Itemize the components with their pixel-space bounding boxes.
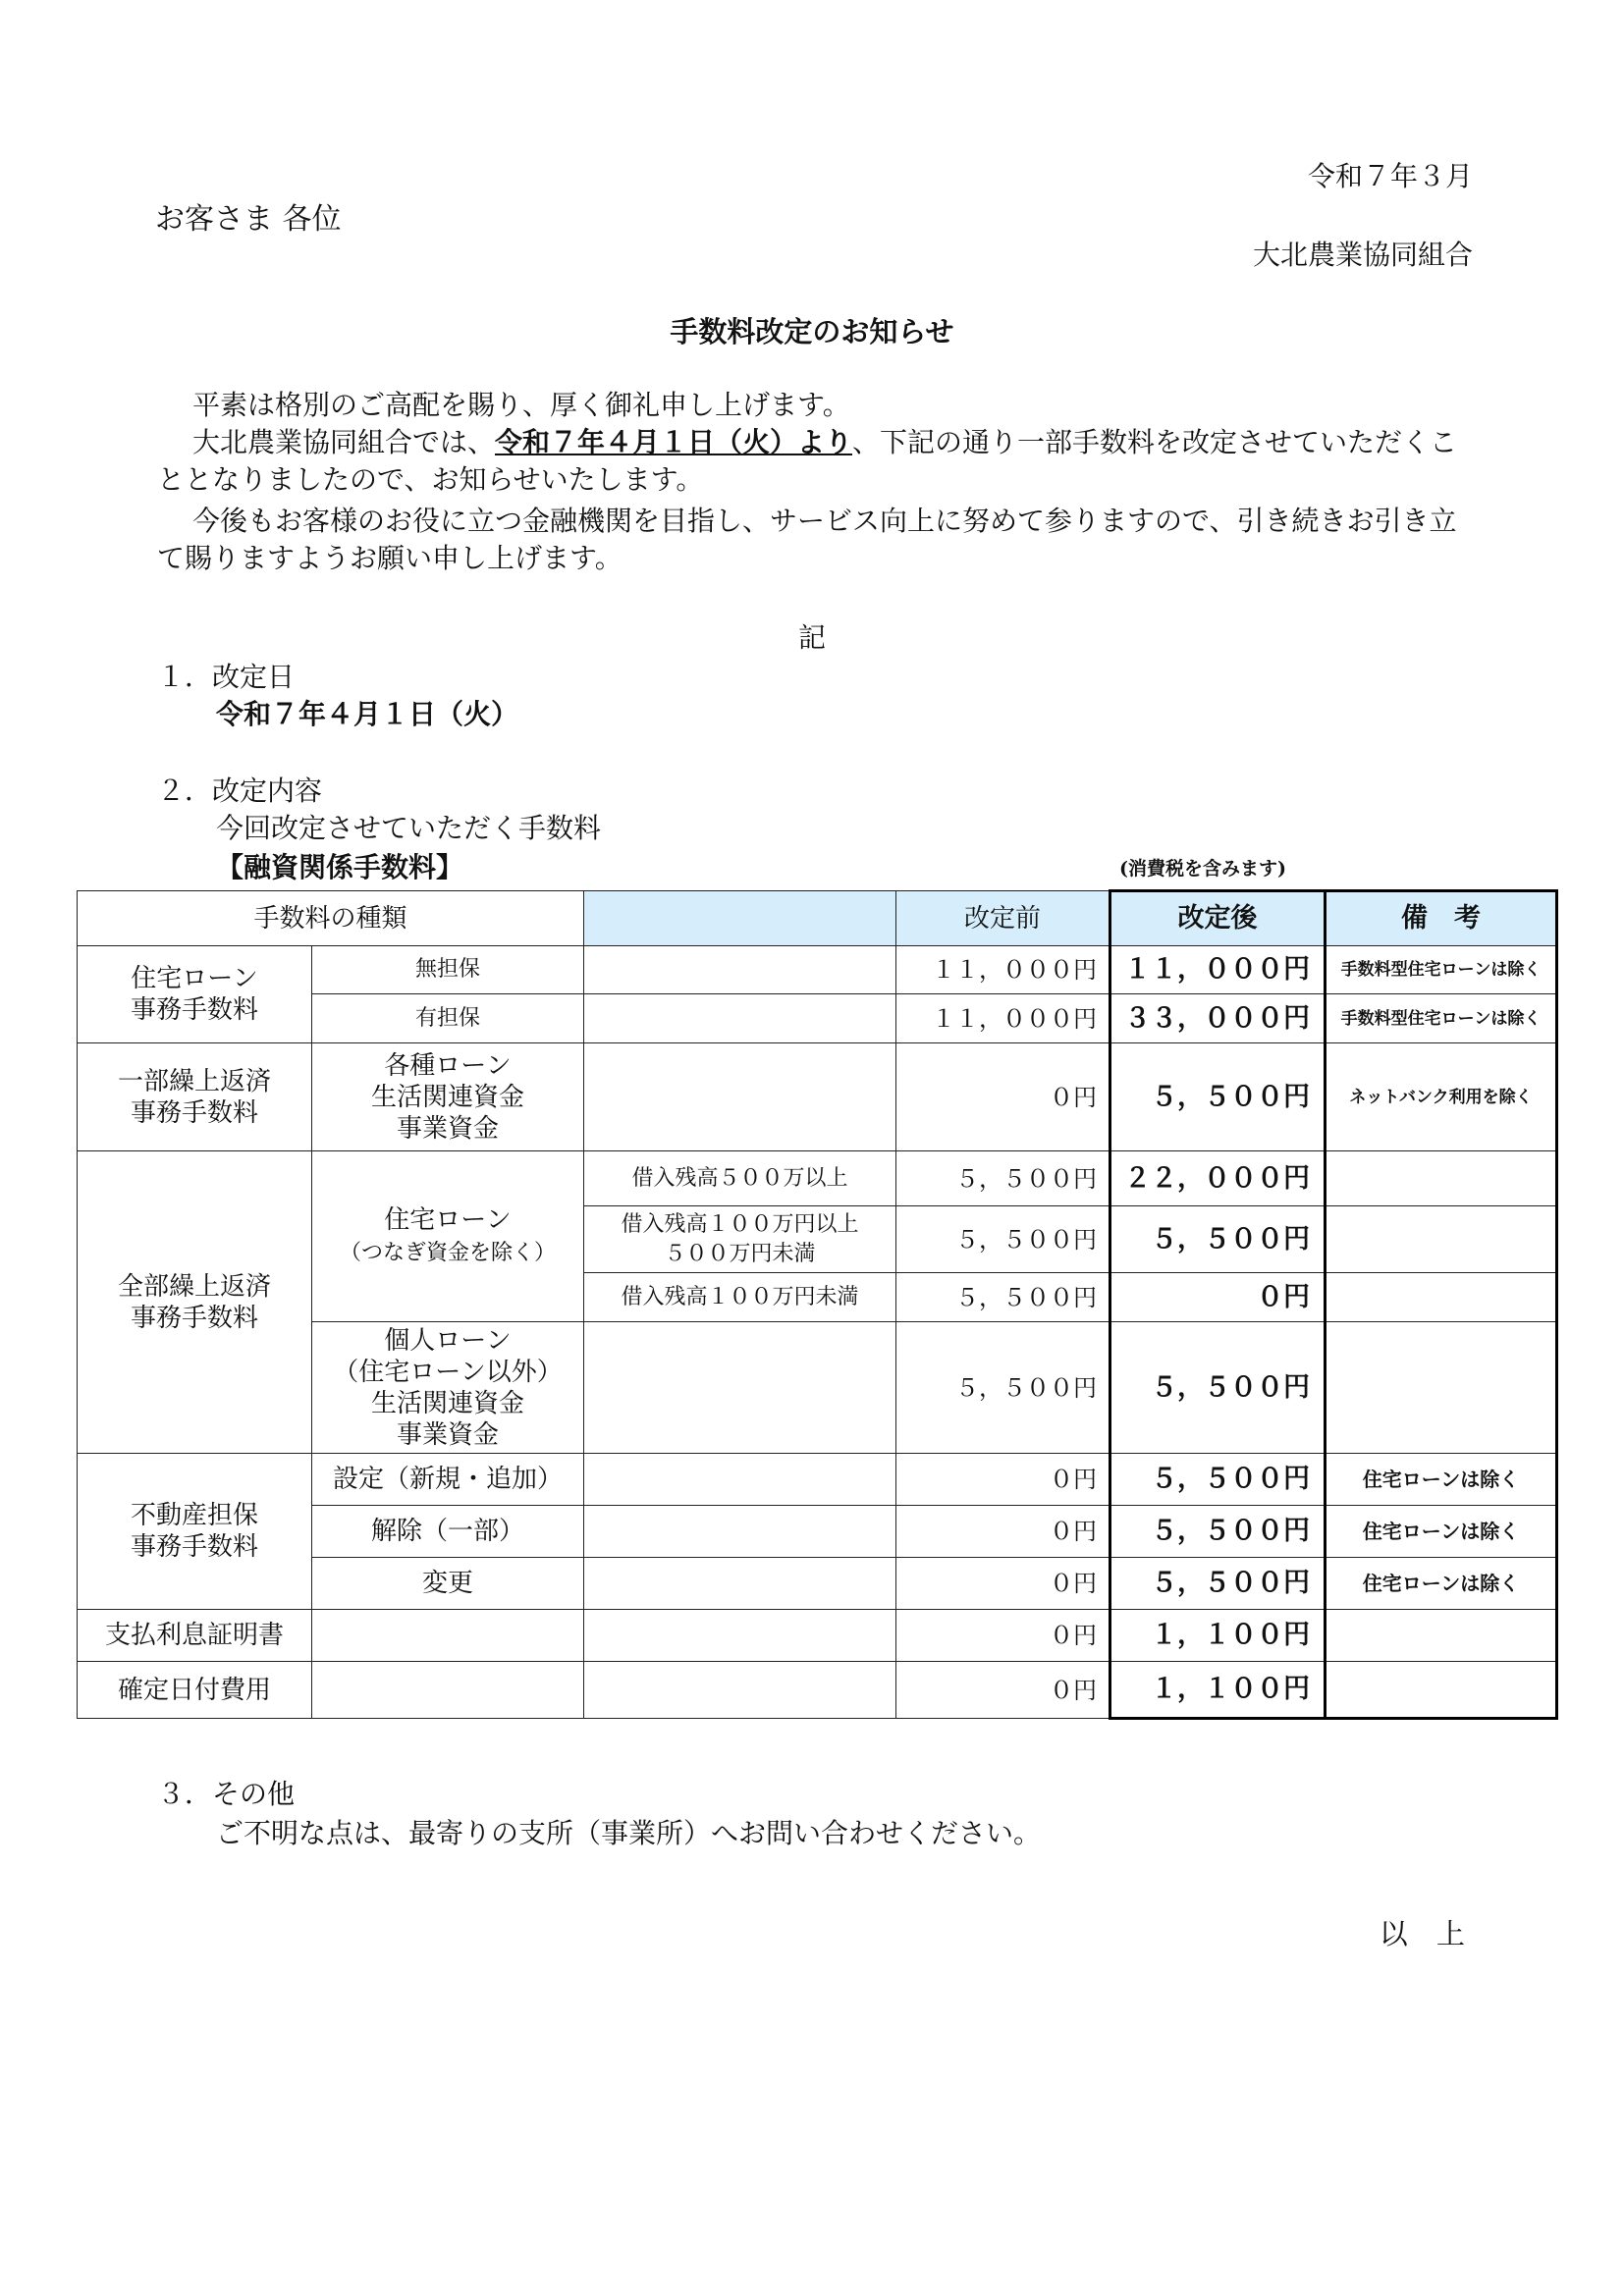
realestate-cond-1 (584, 1506, 896, 1558)
fixed-date-note (1326, 1662, 1557, 1719)
interest-cert-after: １，１００円 (1110, 1610, 1326, 1662)
full-cond-0: 借入残高５００万以上 (584, 1151, 896, 1206)
header-before: 改定前 (896, 891, 1110, 946)
housing-before-secured: １１，０００円 (896, 994, 1110, 1043)
greeting-paragraph (157, 387, 1479, 424)
interest-cert-sub (312, 1610, 584, 1662)
ki-marker: 記 (797, 621, 826, 654)
full-personal-after: ５，５００円 (1110, 1322, 1326, 1454)
housing-before-unsecured: １１，０００円 (896, 946, 1110, 994)
realestate-before-0: ０円 (896, 1454, 1110, 1506)
housing-cond-unsecured (584, 946, 896, 994)
full-note-1 (1326, 1206, 1557, 1273)
header-blank (584, 891, 896, 946)
housing-note-secured: 手数料型住宅ローンは除く (1326, 994, 1557, 1043)
realestate-cond-0 (584, 1454, 896, 1506)
section2-heading: ２．改定内容 (157, 774, 323, 807)
full-after-2: ０円 (1110, 1273, 1326, 1322)
housing-after-secured: ３３，０００円 (1110, 994, 1326, 1043)
recipient: お客さま 各位 (155, 202, 342, 237)
partial-cond (584, 1043, 896, 1151)
table-row (78, 1043, 1557, 1151)
announcement-text-post: 、下記の通り一部手数料を改定させていただくこととなりましたので、お知らせいたします。 (157, 426, 1458, 496)
table-header-row (78, 891, 1557, 946)
realestate-sub-2: 変更 (312, 1558, 584, 1610)
table-row (78, 1454, 1557, 1506)
fixed-date-before: ０円 (896, 1662, 1110, 1719)
table-row (78, 1151, 1557, 1206)
full-cond-1: 借入残高１００万円以上 ５００万円未満 (584, 1206, 896, 1273)
full-category: 全部繰上返済 事務手数料 (78, 1151, 312, 1454)
realestate-after-2: ５，５００円 (1110, 1558, 1326, 1610)
full-housing-sub-note: （つなぎ資金を除く） (340, 1240, 557, 1265)
partial-before: ０円 (896, 1043, 1110, 1151)
tax-note: (消費税を含みます) (1119, 858, 1286, 880)
closing-text: 今後もお客様のお役に立つ金融機関を目指し、サービス向上に努めて参りますので、引き続きお引き立て賜りますようお願い申し上げます。 (157, 505, 1457, 574)
header-remarks: 備 考 (1326, 891, 1557, 946)
housing-cond-secured (584, 994, 896, 1043)
interest-cert-before: ０円 (896, 1610, 1110, 1662)
announcement-text-pre: 大北農業協同組合では、 (192, 426, 496, 458)
full-after-0: ２２，０００円 (1110, 1151, 1326, 1206)
closing-paragraph (157, 503, 1479, 577)
notice-date: 令和７年３月 (1307, 160, 1473, 192)
full-cond-2: 借入残高１００万円未満 (584, 1273, 896, 1322)
full-note-0 (1326, 1151, 1557, 1206)
partial-category: 一部繰上返済 事務手数料 (78, 1043, 312, 1151)
partial-note: ネットバンク利用を除く (1326, 1043, 1557, 1151)
partial-after: ５，５００円 (1110, 1043, 1326, 1151)
full-personal-before: ５，５００円 (896, 1322, 1110, 1454)
housing-sub-unsecured: 無担保 (312, 946, 584, 994)
loan-fees-label: 【融資関係手数料】 (216, 851, 464, 883)
interest-cert-cond (584, 1610, 896, 1662)
sender-organization: 大北農業協同組合 (1252, 239, 1473, 271)
full-note-2 (1326, 1273, 1557, 1322)
fixed-date-cond (584, 1662, 896, 1719)
full-after-1: ５，５００円 (1110, 1206, 1326, 1273)
realestate-after-0: ５，５００円 (1110, 1454, 1326, 1506)
table-row (78, 946, 1557, 994)
document-title: 手数料改定のお知らせ (670, 315, 954, 348)
closing-mark: 以 上 (1379, 1917, 1475, 1950)
section2-description: 今回改定させていただく手数料 (216, 812, 602, 844)
revision-date: 令和７年４月１日（火） (216, 698, 519, 730)
full-personal-cond (584, 1322, 896, 1454)
section3-description: ご不明な点は、最寄りの支所（事業所）へお問い合わせください。 (216, 1817, 1042, 1849)
full-housing-sub-label: 住宅ローン (384, 1204, 512, 1235)
section3-heading: ３．その他 (157, 1778, 296, 1810)
fixed-date-sub (312, 1662, 584, 1719)
realestate-sub-1: 解除（一部） (312, 1506, 584, 1558)
realestate-sub-0: 設定（新規・追加） (312, 1454, 584, 1506)
full-before-2: ５，５００円 (896, 1273, 1110, 1322)
housing-note-unsecured: 手数料型住宅ローンは除く (1326, 946, 1557, 994)
realestate-note-2: 住宅ローンは除く (1326, 1558, 1557, 1610)
full-before-0: ５，５００円 (896, 1151, 1110, 1206)
fixed-date-category: 確定日付費用 (78, 1662, 312, 1719)
housing-after-unsecured: １１，０００円 (1110, 946, 1326, 994)
housing-category: 住宅ローン 事務手数料 (78, 946, 312, 1043)
realestate-before-1: ０円 (896, 1506, 1110, 1558)
realestate-before-2: ０円 (896, 1558, 1110, 1610)
realestate-category: 不動産担保 事務手数料 (78, 1454, 312, 1610)
greeting-text: 平素は格別のご高配を賜り、厚く御礼申し上げます。 (192, 389, 850, 421)
fee-table (77, 889, 1558, 1720)
full-personal-sub: 個人ローン （住宅ローン以外） 生活関連資金 事業資金 (312, 1322, 584, 1454)
partial-sub: 各種ローン 生活関連資金 事業資金 (312, 1043, 584, 1151)
fixed-date-after: １，１００円 (1110, 1662, 1326, 1719)
table-row (78, 1610, 1557, 1662)
effective-date-emphasis: 令和７年４月１日（火）より (495, 426, 853, 458)
table-row (78, 1662, 1557, 1719)
section1-heading: １．改定日 (157, 661, 296, 693)
realestate-note-1: 住宅ローンは除く (1326, 1506, 1557, 1558)
announcement-paragraph (157, 424, 1479, 499)
realestate-after-1: ５，５００円 (1110, 1506, 1326, 1558)
realestate-note-0: 住宅ローンは除く (1326, 1454, 1557, 1506)
realestate-cond-2 (584, 1558, 896, 1610)
full-personal-note (1326, 1322, 1557, 1454)
interest-cert-category: 支払利息証明書 (78, 1610, 312, 1662)
header-after: 改定後 (1110, 891, 1326, 946)
housing-sub-secured: 有担保 (312, 994, 584, 1043)
full-before-1: ５，５００円 (896, 1206, 1110, 1273)
interest-cert-note (1326, 1610, 1557, 1662)
header-fee-type: 手数料の種類 (78, 891, 584, 946)
full-housing-sub (312, 1151, 584, 1322)
